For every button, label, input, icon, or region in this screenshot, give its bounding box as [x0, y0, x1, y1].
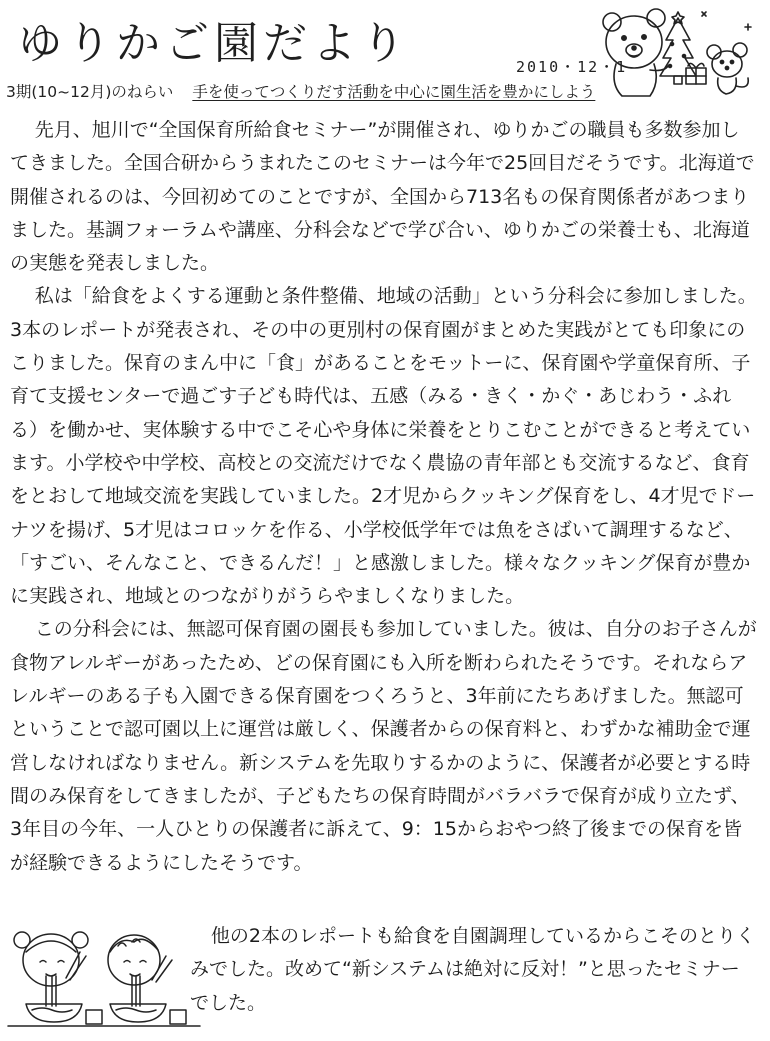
- paragraph-subcommittee: 私は「給食をよくする運動と条件整備、地域の活動」という分科会に参加しました。3本のレポートが発表され、その中の更別村の保育園がまとめた実践がとても印象にのこりました。保育のまん中に「食」があることをモットーに、保育園や学童保育所、子育て支援センターで過ごす子ども時代は、五感（みる・きく・かぐ・あじわう・ふれる）を働かせ、実体験する中でこそ心や身体に栄養をとりこむことができると考えています。小学校や中学校、高校との交流だけでなく農協の青年部とも交流するなど、食育をとおして地域交流を実践していました。2才児からクッキング保育をし、4才児でドーナツを揚げ、5才児はコロッケを作る、小学校低学年では魚をさばいて調理するなど、「すごい、そんなこと、できるんだ！」と感激しました。様々なクッキング保育が豊かに実践され、地域とのつながりがうらやましくなりました。: [10, 285, 757, 608]
- paragraph-closing: 他の2本のレポートも給食を自園調理しているからこそのとりくみでした。改めて“新システムは絶対に反対！”と思ったセミナーでした。: [190, 925, 755, 1014]
- paragraph-seminar-intro: 先月、旭川で“全国保育所給食セミナー”が開催され、ゆりかごの職員も多数参加してきました。全国合研からうまれたこのセミナーは今年で25回目だそうです。北海道で開催されるのは、今回初めてのことですが、全国から713名もの保育関係者があつまりました。基調フォーラムや講座、分科会などで学び合い、ゆりかごの栄養士も、北海道の実態を発表しました。: [10, 119, 755, 275]
- term-goal: [6, 80, 696, 102]
- children-eating-noodles-icon: [6, 918, 202, 1038]
- paragraph-unlicensed-nursery: この分科会には、無認可保育園の園長も参加していました。彼は、自分のお子さんが食物アレルギーがあったため、どの保育園にも入所を断わられたそうです。それならアレルギーのある子も入園できる保育園をつくろうと、3年前にたちあげました。無認可ということで認可園以上に運営は厳しく、保護者からの保育料と、わずかな補助金で運営しなければなりません。新システムを先取りするかのように、保護者が必要とする時間のみ保育をしてきましたが、子どもたちの保育時間がバラバラで保育が成り立たず、3年目の今年、一人ひとりの保護者に訴えて、9：15からおやつ終了後までの保育を皆が経験できるようにしたそうです。: [10, 618, 757, 874]
- article-body: [10, 114, 758, 880]
- newsletter-title: ゆりかご園だより: [18, 18, 410, 69]
- article-closing: [190, 920, 758, 1020]
- term-goal-text: 手を使ってつくりだす活動を中心に園生活を豊かにしよう: [192, 83, 596, 101]
- issue-date: 2010・12・1: [516, 58, 628, 76]
- term-goal-label: 3期(10~12月)のねらい: [6, 83, 174, 101]
